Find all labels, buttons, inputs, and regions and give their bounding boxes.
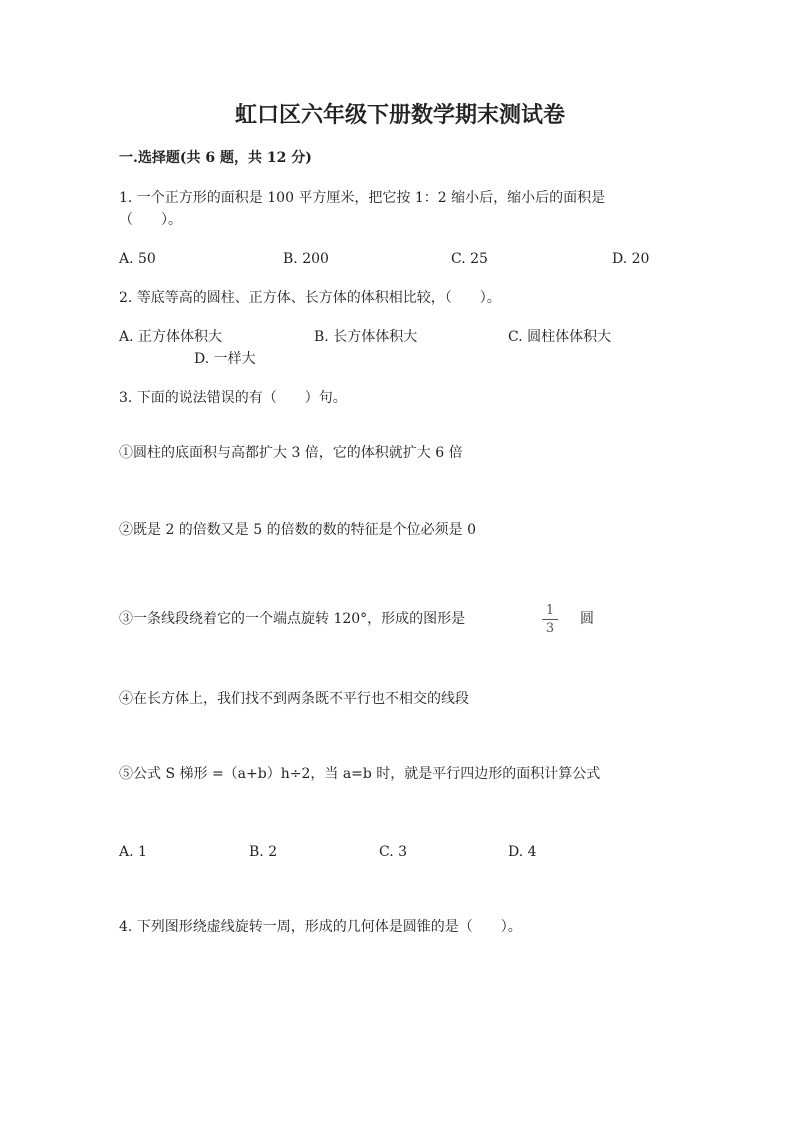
question-2-option-d: D. 一样大 — [194, 351, 256, 367]
question-3-option-d: D. 4 — [508, 844, 537, 860]
question-3-option-a: A. 1 — [119, 844, 147, 860]
question-2-option-a: A. 正方体体积大 — [119, 329, 223, 345]
fraction-denominator: 3 — [545, 621, 555, 636]
question-3-statement-5: ⑤公式 S 梯形 =（a+b）h÷2，当 a=b 时，就是平行四边形的面积计算公式 — [119, 766, 601, 782]
question-4-stem: 4. 下列图形绕虚线旋转一周，形成的几何体是圆锥的是（ ）。 — [119, 919, 522, 935]
question-3-option-c: C. 3 — [379, 844, 408, 860]
question-2-stem: 2. 等底等高的圆柱、正方体、长方体的体积相比较，（ ）。 — [119, 290, 501, 306]
one-third-fraction — [542, 603, 558, 636]
section-heading: 一.选择题(共 6 题，共 12 分) — [119, 150, 312, 166]
question-1-option-a: A. 50 — [119, 251, 156, 267]
question-2-option-b: B. 长方体体积大 — [314, 329, 418, 345]
question-2-option-c: C. 圆柱体体积大 — [508, 329, 612, 345]
question-1-stem-line-2: （ ）。 — [119, 212, 182, 228]
question-3-option-b: B. 2 — [249, 844, 278, 860]
question-1-stem-line-1: 1. 一个正方形的面积是 100 平方厘米，把它按 1：2 缩小后，缩小后的面积是 — [119, 190, 606, 206]
question-3-stem: 3. 下面的说法错误的有（ ）句。 — [119, 390, 347, 406]
question-1-option-d: D. 20 — [612, 251, 650, 267]
fraction-numerator: 1 — [545, 603, 555, 618]
question-3-statement-1: ①圆柱的底面积与高都扩大 3 倍，它的体积就扩大 6 倍 — [119, 445, 463, 461]
page-title: 虹口区六年级下册数学期末测试卷 — [234, 102, 565, 128]
question-1-option-b: B. 200 — [283, 251, 329, 267]
question-3-statement-3: ③一条线段绕着它的一个端点旋转 120°，形成的图形是 — [119, 611, 466, 627]
question-1-option-c: C. 25 — [451, 251, 488, 267]
question-3-statement-2: ②既是 2 的倍数又是 5 的倍数的数的特征是个位必须是 0 — [119, 522, 476, 538]
fraction-bar — [542, 619, 558, 620]
question-3-statement-4: ④在长方体上，我们找不到两条既不平行也不相交的线段 — [119, 691, 469, 707]
question-3-statement-3-suffix: 圆 — [580, 611, 594, 627]
